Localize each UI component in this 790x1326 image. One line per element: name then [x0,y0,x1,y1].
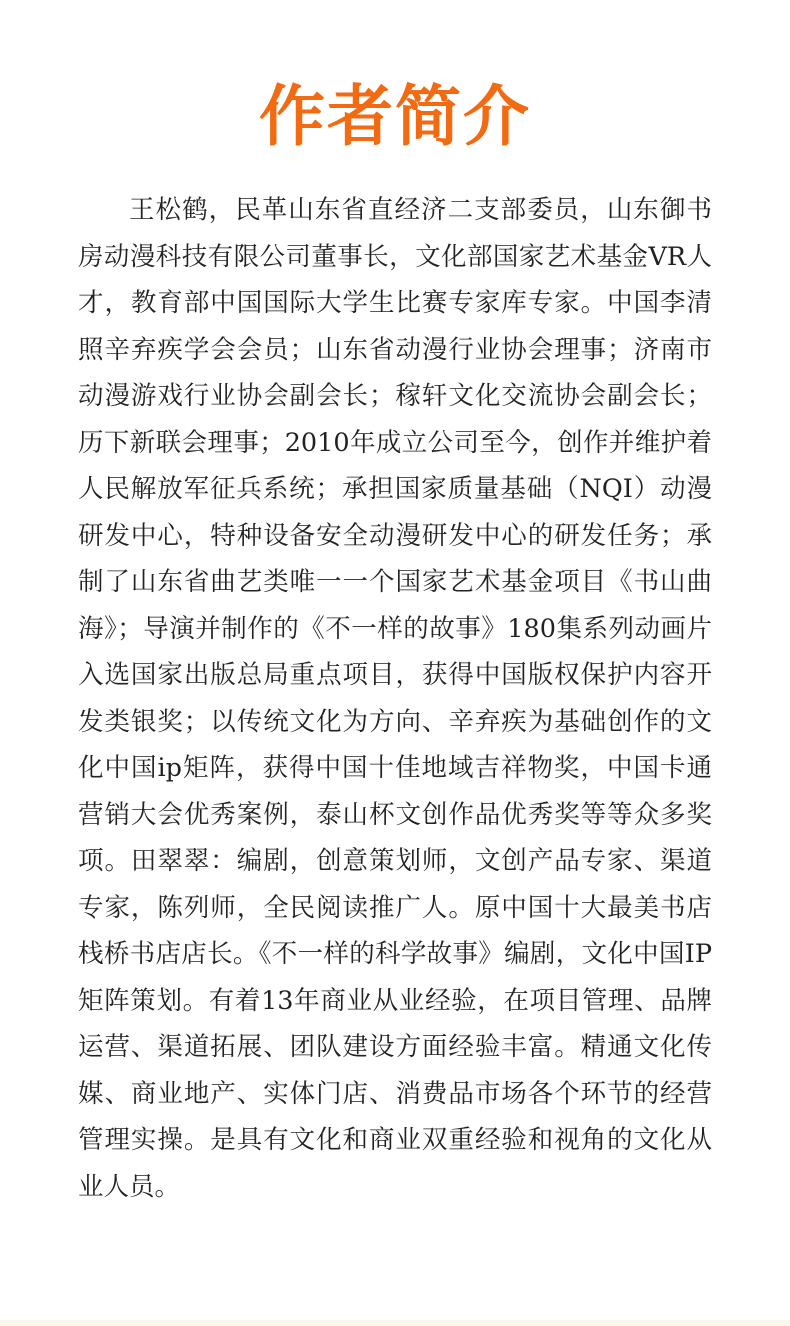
author-biography: 王松鹤，民革山东省直经济二支部委员，山东御书房动漫科技有限公司董事长，文化部国家艺术基金VR人才，教育部中国国际大学生比赛专家库专家。中国李清照辛弃疾学会会员；山东省动漫行业协会理事；济南市动漫游戏行业协会副会长；稼轩文化交流协会副会长；历下新联会理事；2010年成立公司至今，创作并维护着人民解放军征兵系统；承担国家质量基础（NQI）动漫研发中心，特种设备安全动漫研发中心的研发任务；承制了山东省曲艺类唯一一个国家艺术基金项目《书山曲海》；导演并制作的《不一样的故事》180集系列动画片入选国家出版总局重点项目，获得中国版权保护内容开发类银奖；以传统文化为方向、辛弃疾为基础创作的文化中国ip矩阵，获得中国十佳地域吉祥物奖，中国卡通营销大会优秀案例，泰山杯文创作品优秀奖等等众多奖项。田翠翠：编剧，创意策划师，文创产品专家、渠道专家，陈列师，全民阅读推广人。原中国十大最美书店栈桥书店店长。《不一样的科学故事》编剧，文化中国IP矩阵策划。有着13年商业从业经验，在项目管理、品牌运营、渠道拓展、团队建设方面经验丰富。精通文化传媒、商业地产、实体门店、消费品市场各个环节的经营管理实操。是具有文化和商业双重经验和视角的文化从业人员。 [78,195,712,1202]
bottom-divider [0,1320,790,1326]
page-title: 作者简介 [259,78,531,155]
